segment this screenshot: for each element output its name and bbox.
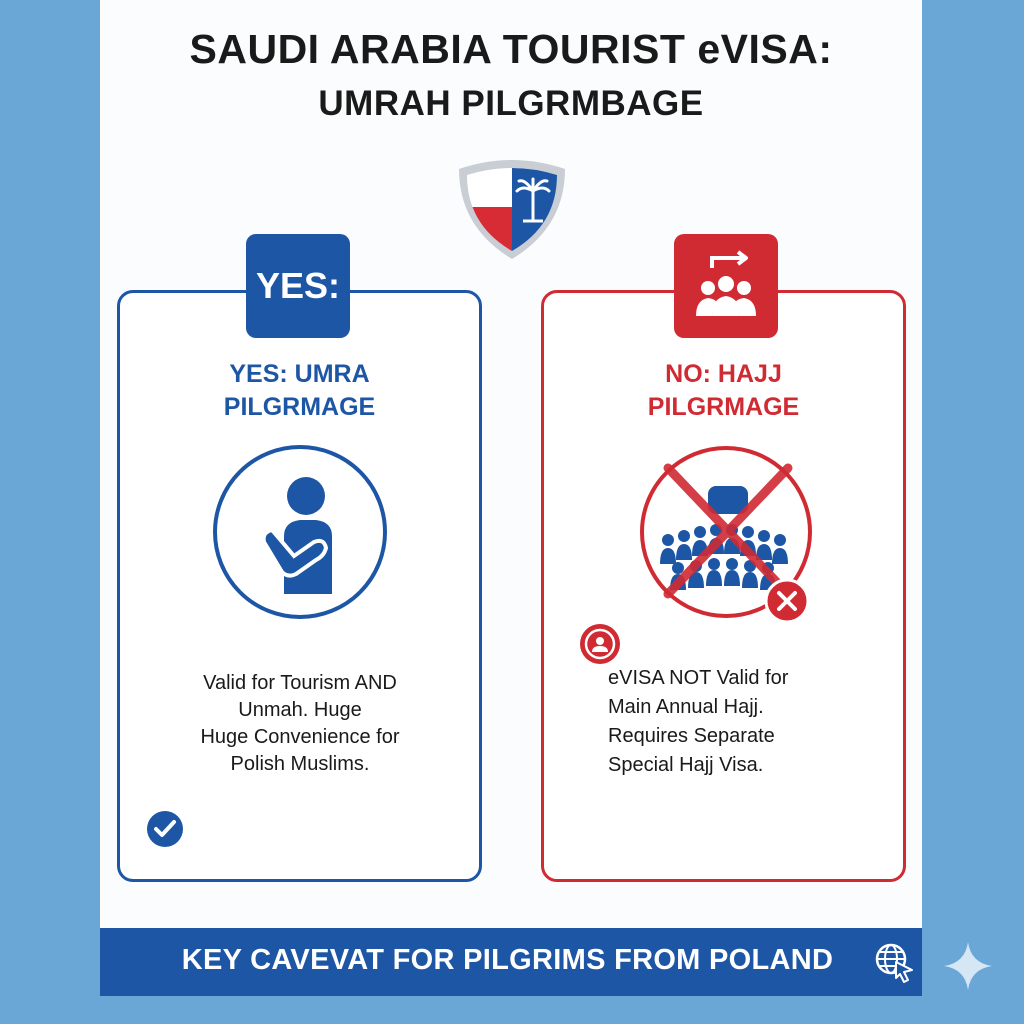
umrah-heading-line-2: PILGRMAGE xyxy=(223,393,376,421)
hajj-heading-line-2: PILGRMAGE xyxy=(647,393,800,421)
page-title: SAUDI ARABIA TOURIST eVISA: xyxy=(189,26,833,72)
hajj-heading xyxy=(541,358,906,424)
globe-cursor-icon[interactable] xyxy=(872,940,916,984)
hajj-heading-line-1: NO: HAJJ xyxy=(665,360,782,388)
sparkle-icon xyxy=(942,940,994,992)
umrah-heading-line-1: YES: UMRA xyxy=(229,360,370,388)
hajj-description xyxy=(608,664,868,780)
page-subtitle: UMRAH PILGRMBAGE xyxy=(318,84,704,123)
umrah-description-line: Valid for Tourism AND xyxy=(203,672,397,694)
umrah-description xyxy=(150,670,450,778)
yes-badge: YES: xyxy=(246,234,350,338)
praying-person-icon xyxy=(212,444,388,620)
hajj-description-line: eVISA NOT Valid for xyxy=(608,667,789,689)
hajj-description-line: Special Hajj Visa. xyxy=(608,754,764,776)
umrah-description-line: Polish Muslims. xyxy=(230,753,370,775)
umrah-description-line: Unmah. Huge xyxy=(238,699,362,721)
footer-caveat-label: KEY CAVEVAT FOR PILGRIMS FROM POLAND xyxy=(181,944,834,976)
hajj-description-line: Main Annual Hajj. xyxy=(608,696,764,718)
shield-emblem-icon xyxy=(453,155,571,261)
person-alert-icon xyxy=(578,622,622,666)
umrah-heading xyxy=(117,358,482,424)
hajj-description-line: Requires Separate xyxy=(608,725,775,747)
group-transfer-icon xyxy=(674,234,778,338)
check-circle-icon xyxy=(146,810,184,848)
cross-badge-icon xyxy=(764,578,810,624)
umrah-description-line: Huge Convenience for xyxy=(200,726,400,748)
